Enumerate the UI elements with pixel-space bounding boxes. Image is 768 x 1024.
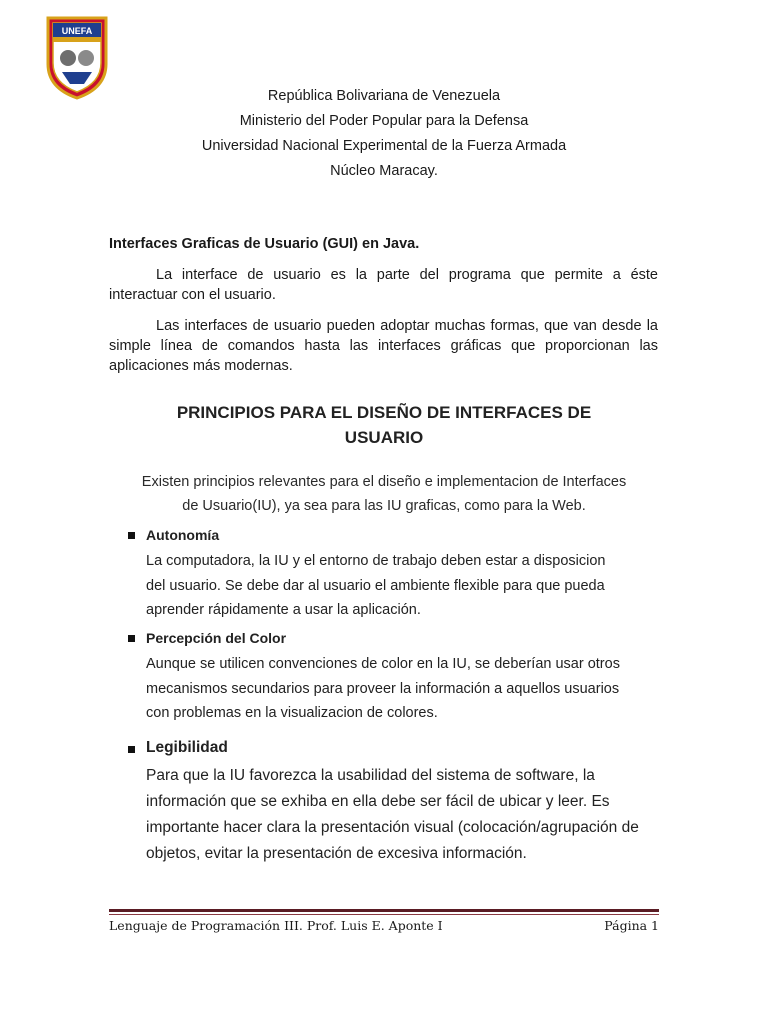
intro-line: Existen principios relevantes para el diseño e implementacion de Interfaces: [141, 474, 627, 490]
bullet-square-icon: [128, 635, 135, 642]
principle-description: [146, 652, 668, 726]
bullet-square-icon: [128, 532, 135, 539]
principles-heading-line: PRINCIPIOS PARA EL DISEÑO DE INTERFACES DE: [176, 403, 592, 422]
footer-rule: [109, 909, 659, 912]
principles-intro: [0, 470, 768, 518]
description-line: con problemas en la visualizacion de colores.: [146, 705, 438, 721]
principle-item: [128, 738, 668, 867]
principle-description: [146, 763, 668, 867]
principle-item: [128, 628, 668, 726]
institution-line: Ministerio del Poder Popular para la Defensa: [239, 113, 529, 129]
description-line: La computadora, la IU y el entorno de trabajo deben estar a disposicion: [146, 553, 606, 569]
principle-title: Legibilidad: [146, 739, 228, 756]
intro-line: de Usuario(IU), ya sea para las IU graficas, como para la Web.: [182, 498, 586, 514]
description-line: Aunque se utilicen convenciones de color en la IU, se deberían usar otros: [146, 656, 620, 672]
description-line: objetos, evitar la presentación de excesiva información.: [146, 845, 527, 862]
footer-course-text: Lenguaje de Programación III. Prof. Luis E. Aponte I: [109, 918, 443, 933]
institution-header: [0, 84, 768, 184]
description-line: información que se exhiba en ella debe ser fácil de ubicar y leer. Es: [146, 793, 610, 810]
description-line: Para que la IU favorezca la usabilidad del sistema de software, la: [146, 767, 595, 784]
principles-heading: [0, 400, 768, 450]
institution-line: Núcleo Maracay.: [330, 163, 438, 179]
institution-line: República Bolivariana de Venezuela: [267, 88, 501, 104]
bullet-square-icon: [128, 746, 135, 753]
section-title: Interfaces Graficas de Usuario (GUI) en Java.: [109, 236, 420, 252]
principle-description: [146, 549, 668, 623]
description-line: del usuario. Se debe dar al usuario el ambiente flexible para que pueda: [146, 577, 605, 594]
paragraph: La interface de usuario es la parte del programa que permite a éste interactuar con el usuario.: [109, 267, 658, 303]
description-line: aprender rápidamente a usar la aplicación.: [146, 602, 421, 618]
footer-page-number: Página 1: [604, 918, 659, 933]
principle-title: Autonomía: [146, 527, 220, 543]
principles-heading-line: USUARIO: [344, 428, 424, 447]
paragraph: Las interfaces de usuario pueden adoptar muchas formas, que van desde la simple línea de comandos hasta las interfaces gráficas que proporcionan las aplicaciones más modernas.: [109, 318, 658, 374]
svg-text:UNEFA: UNEFA: [61, 26, 93, 36]
principle-title: Percepción del Color: [146, 630, 287, 646]
description-line: mecanismos secundarios para proveer la información a aquellos usuarios: [146, 680, 620, 697]
principle-item: [128, 525, 668, 623]
institution-line: Universidad Nacional Experimental de la Fuerza Armada: [201, 138, 567, 154]
footer-rule-thin: [109, 914, 659, 915]
description-line: importante hacer clara la presentación visual (colocación/agrupación de: [146, 819, 639, 836]
